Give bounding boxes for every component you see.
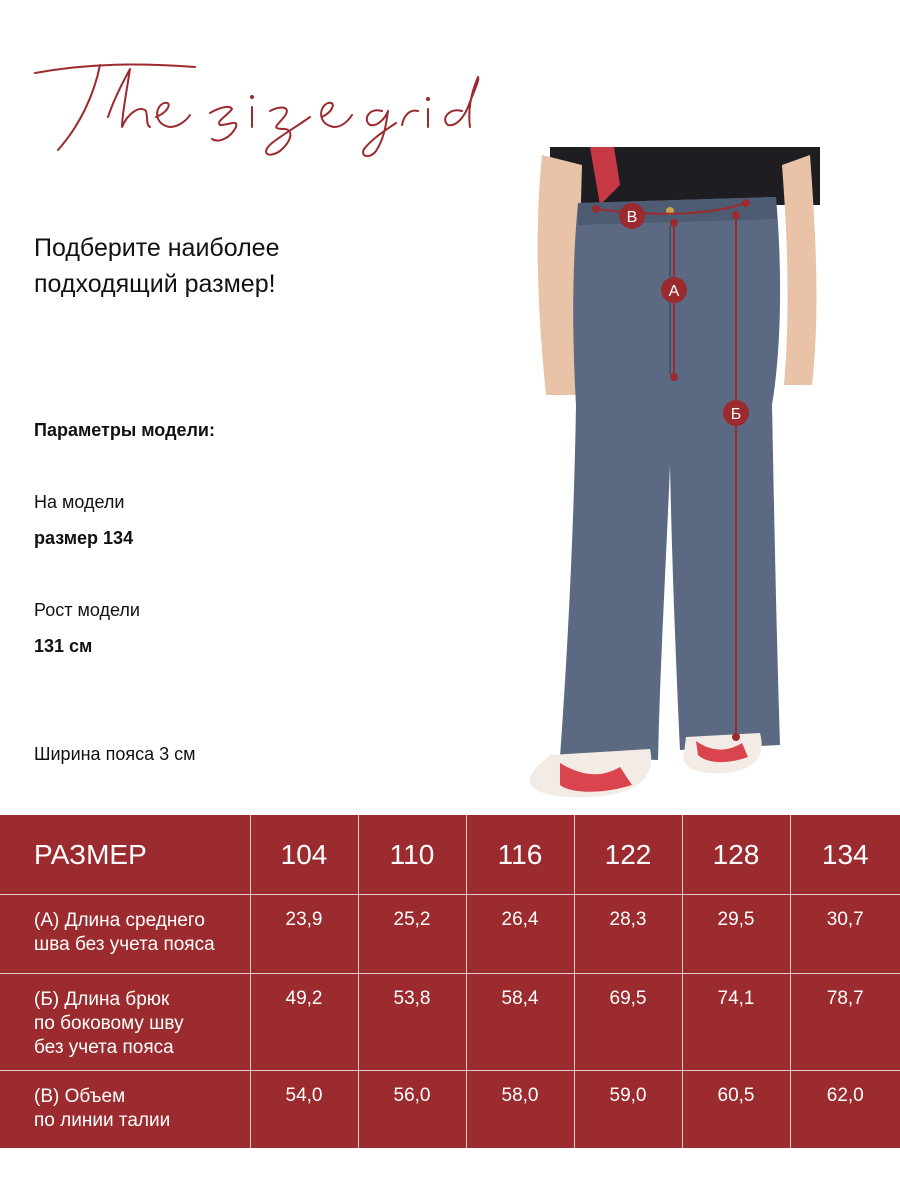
model-height-label: Рост модели bbox=[34, 600, 140, 620]
table-cell: 53,8 bbox=[358, 974, 466, 1071]
row-label-line: шва без учета пояса bbox=[34, 934, 215, 955]
table-cell: 58,0 bbox=[466, 1071, 574, 1150]
table-cell: 60,5 bbox=[682, 1071, 790, 1150]
marker-b-label: Б bbox=[730, 406, 742, 423]
size-128: 128 bbox=[682, 815, 790, 895]
size-grid-title bbox=[30, 55, 490, 165]
waistband-width: Ширина пояса 3 см bbox=[34, 744, 196, 764]
table-cell: 23,9 bbox=[250, 895, 358, 974]
row-label bbox=[0, 974, 250, 1071]
size-116: 116 bbox=[466, 815, 574, 895]
table-row bbox=[0, 974, 900, 1071]
size-110: 110 bbox=[358, 815, 466, 895]
model-photo bbox=[520, 145, 830, 805]
size-table bbox=[0, 815, 900, 1148]
row-label-line: без учета пояса bbox=[34, 1037, 174, 1058]
row-label-line: по линии талии bbox=[34, 1110, 171, 1131]
model-size-label: На модели bbox=[34, 492, 125, 512]
row-label-line: (А) Длина среднего bbox=[34, 910, 205, 931]
black-top bbox=[550, 147, 820, 205]
headline bbox=[34, 230, 454, 302]
row-label-line: (В) Объем bbox=[34, 1086, 126, 1107]
table-cell: 49,2 bbox=[250, 974, 358, 1071]
row-label bbox=[0, 1071, 250, 1150]
size-header: РАЗМЕР bbox=[0, 815, 250, 895]
table-cell: 56,0 bbox=[358, 1071, 466, 1150]
table-cell: 78,7 bbox=[790, 974, 900, 1071]
model-height-value: 131 см bbox=[34, 636, 93, 656]
marker-a-label: А bbox=[668, 283, 680, 300]
table-cell: 28,3 bbox=[574, 895, 682, 974]
table-header-row bbox=[0, 815, 900, 895]
table-cell: 69,5 bbox=[574, 974, 682, 1071]
table-cell: 58,4 bbox=[466, 974, 574, 1071]
marker-v-label: В bbox=[626, 209, 638, 226]
model-params-heading: Параметры модели: bbox=[34, 420, 215, 440]
right-arm bbox=[782, 155, 816, 385]
size-104: 104 bbox=[250, 815, 358, 895]
headline-line-1: Подберите наиболее bbox=[34, 234, 280, 262]
table-cell: 30,7 bbox=[790, 895, 900, 974]
table-row bbox=[0, 1071, 900, 1150]
table-cell: 74,1 bbox=[682, 974, 790, 1071]
table-cell: 62,0 bbox=[790, 1071, 900, 1150]
table-cell: 59,0 bbox=[574, 1071, 682, 1150]
table-cell: 26,4 bbox=[466, 895, 574, 974]
row-label-line: (Б) Длина брюк bbox=[34, 989, 170, 1010]
headline-line-2: подходящий размер! bbox=[34, 270, 276, 298]
table-cell: 25,2 bbox=[358, 895, 466, 974]
table-row bbox=[0, 895, 900, 974]
size-134: 134 bbox=[790, 815, 900, 895]
size-122: 122 bbox=[574, 815, 682, 895]
table-cell: 29,5 bbox=[682, 895, 790, 974]
row-label bbox=[0, 895, 250, 974]
model-size-value: размер 134 bbox=[34, 528, 134, 548]
row-label-line: по боковому шву bbox=[34, 1013, 184, 1034]
table-cell: 54,0 bbox=[250, 1071, 358, 1150]
